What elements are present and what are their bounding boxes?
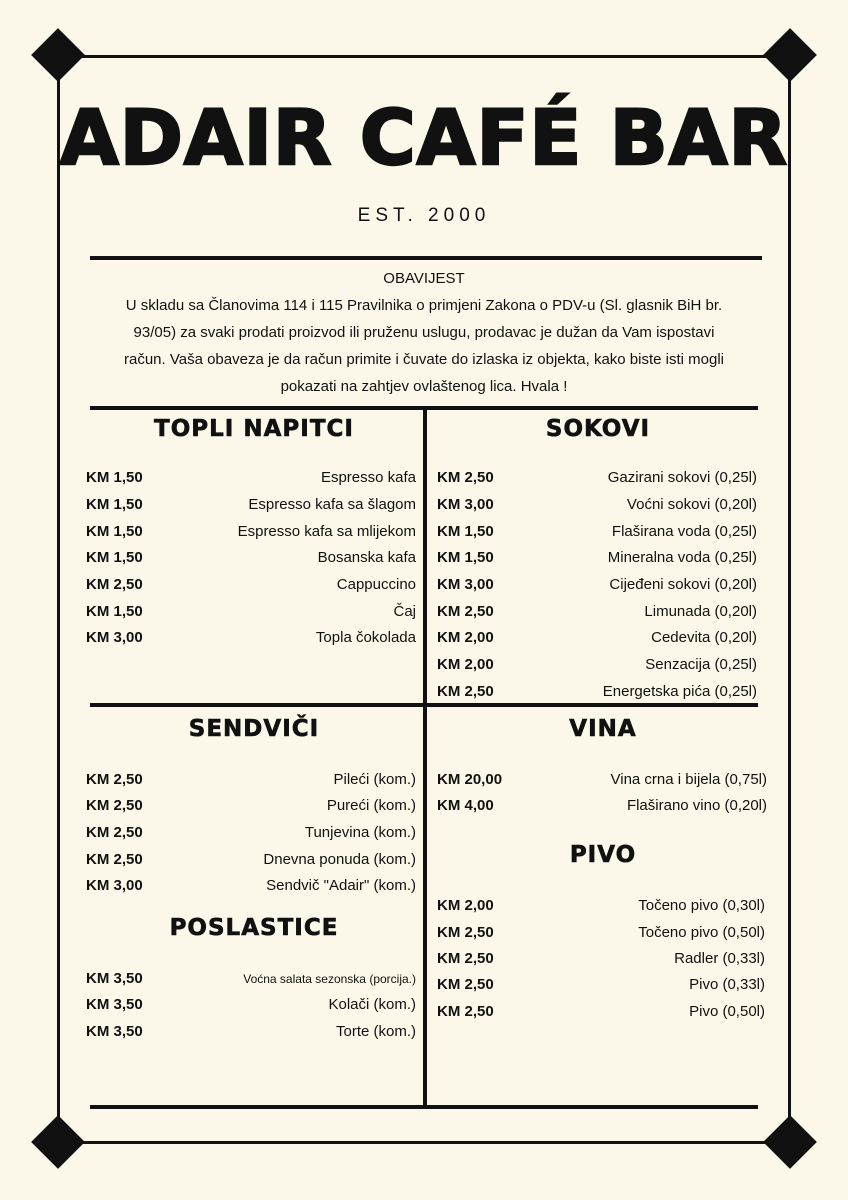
item-price: KM 2,50: [86, 851, 143, 868]
item-name: Vina crna i bijela (0,75l): [610, 771, 767, 788]
menu-item-topli-napitci: [86, 545, 416, 571]
item-price: KM 2,50: [86, 576, 143, 593]
item-price: KM 3,50: [86, 996, 143, 1013]
item-price: KM 20,00: [437, 771, 503, 788]
menu-item-vina: [437, 793, 767, 819]
menu-item-sendvici: [86, 873, 416, 899]
item-name: Pureći (kom.): [326, 797, 416, 814]
item-price: KM 3,00: [86, 877, 143, 894]
item-price: KM 2,00: [437, 629, 494, 646]
menu-item-sokovi: [437, 625, 757, 651]
item-name: Espresso kafa sa šlagom: [248, 496, 416, 513]
notice-heading: OBAVIJEST: [383, 270, 465, 287]
establishment-year: EST. 2000: [357, 205, 491, 226]
menu-item-poslastice: [86, 966, 416, 992]
menu-item-sokovi: [437, 519, 757, 545]
item-price: KM 1,50: [86, 523, 143, 540]
menu-item-topli-napitci: [86, 572, 416, 598]
item-name: Cappuccino: [336, 576, 416, 593]
section-title-vina: VINA: [569, 716, 637, 742]
menu-item-sendvici: [86, 847, 416, 873]
item-price: KM 3,00: [437, 576, 494, 593]
item-price: KM 3,00: [86, 629, 143, 646]
menu-item-sokovi: [437, 599, 757, 625]
item-name: Tunjevina (kom.): [304, 824, 416, 841]
item-name: Dnevna ponuda (kom.): [263, 851, 416, 868]
section-title-sendvici: SENDVIČI: [188, 716, 320, 742]
item-name: Voćni sokovi (0,20l): [626, 496, 757, 513]
item-price: KM 2,50: [437, 603, 494, 620]
menu-item-sokovi: [437, 679, 757, 705]
item-name: Pileći (kom.): [333, 771, 416, 788]
item-price: KM 2,50: [437, 1003, 494, 1020]
notice-line: pokazati na zahtjev ovlaštenog lica. Hvala !: [280, 378, 568, 395]
divider-header: [90, 256, 762, 260]
item-name: Voćna salata sezonska (porcija.): [243, 972, 416, 986]
item-name: Espresso kafa: [320, 469, 416, 486]
menu-item-pivo: [437, 893, 765, 919]
menu-item-topli-napitci: [86, 519, 416, 545]
menu-item-sokovi: [437, 652, 757, 678]
section-title-pivo: PIVO: [569, 842, 637, 868]
menu-item-sokovi: [437, 465, 757, 491]
menu-item-poslastice: [86, 992, 416, 1018]
notice-text: [92, 292, 756, 400]
menu-item-vina: [437, 767, 767, 793]
menu-item-sendvici: [86, 767, 416, 793]
item-name: Cijeđeni sokovi (0,20l): [609, 576, 757, 593]
item-price: KM 2,50: [437, 924, 494, 941]
frame-bottom: [57, 1141, 791, 1144]
item-name: Kolači (kom.): [328, 996, 416, 1013]
menu-item-topli-napitci: [86, 625, 416, 651]
item-price: KM 1,50: [86, 549, 143, 566]
item-name: Radler (0,33l): [674, 950, 765, 967]
item-name: Cedevita (0,20l): [651, 629, 757, 646]
item-price: KM 4,00: [437, 797, 494, 814]
item-name: Espresso kafa sa mlijekom: [237, 523, 416, 540]
item-name: Limunada (0,20l): [644, 603, 757, 620]
item-name: Mineralna voda (0,25l): [607, 549, 757, 566]
menu-item-topli-napitci: [86, 465, 416, 491]
item-name: Energetska pića (0,25l): [602, 683, 757, 700]
item-price: KM 2,50: [437, 683, 494, 700]
item-name: Topla čokolada: [315, 629, 416, 646]
menu-item-topli-napitci: [86, 599, 416, 625]
section-title-poslastice: POSLASTICE: [169, 915, 339, 941]
item-price: KM 2,50: [86, 771, 143, 788]
menu-item-sendvici: [86, 793, 416, 819]
menu-item-pivo: [437, 946, 765, 972]
item-price: KM 2,00: [437, 656, 494, 673]
divider-menu-vertical: [423, 406, 427, 1109]
item-name: Senzacija (0,25l): [645, 656, 757, 673]
menu-item-pivo: [437, 972, 765, 998]
menu-item-pivo: [437, 920, 765, 946]
item-price: KM 1,50: [86, 469, 143, 486]
section-title-topli-napitci: TOPLI NAPITCI: [154, 416, 354, 442]
item-price: KM 2,50: [437, 976, 494, 993]
item-price: KM 2,50: [437, 469, 494, 486]
corner-diamond-bottom-left: [31, 1115, 85, 1169]
notice-line: 93/05) za svaki prodati proizvod ili pruženu uslugu, prodavac je dužan da Vam ispostavi: [133, 324, 715, 341]
item-name: Flaširana voda (0,25l): [611, 523, 757, 540]
menu-item-sokovi: [437, 545, 757, 571]
item-price: KM 2,50: [86, 797, 143, 814]
notice-line: U skladu sa Članovima 114 i 115 Pravilnika o primjeni Zakona o PDV-u (Sl. glasnik BiH br.: [125, 297, 723, 314]
item-name: Točeno pivo (0,30l): [638, 897, 765, 914]
item-name: Flaširano vino (0,20l): [626, 797, 767, 814]
corner-diamond-top-left: [31, 28, 85, 82]
item-name: Sendvič "Adair" (kom.): [266, 877, 416, 894]
corner-diamond-bottom-right: [763, 1115, 817, 1169]
item-price: KM 1,50: [437, 549, 494, 566]
item-name: Bosanska kafa: [317, 549, 416, 566]
menu-item-poslastice: [86, 1019, 416, 1045]
item-price: KM 1,50: [86, 496, 143, 513]
item-price: KM 3,50: [86, 970, 143, 987]
item-name: Čaj: [393, 603, 416, 620]
item-name: Torte (kom.): [335, 1023, 416, 1040]
menu-item-pivo: [437, 999, 765, 1025]
notice-line: račun. Vaša obaveza je da račun primite i čuvate do izlaska iz objekta, kako biste isti mogli: [123, 351, 725, 368]
section-title-sokovi: SOKOVI: [545, 416, 651, 442]
item-name: Pivo (0,50l): [689, 1003, 765, 1020]
frame-top: [57, 55, 791, 58]
item-name: Gazirani sokovi (0,25l): [607, 469, 757, 486]
item-price: KM 2,00: [437, 897, 494, 914]
item-price: KM 3,50: [86, 1023, 143, 1040]
menu-item-sokovi: [437, 492, 757, 518]
menu-item-topli-napitci: [86, 492, 416, 518]
item-price: KM 2,50: [86, 824, 143, 841]
corner-diamond-top-right: [763, 28, 817, 82]
page-title: ADAIR CAFÉ BAR: [59, 93, 789, 182]
item-price: KM 1,50: [86, 603, 143, 620]
item-price: KM 3,00: [437, 496, 494, 513]
item-name: Pivo (0,33l): [689, 976, 765, 993]
menu-item-sendvici: [86, 820, 416, 846]
item-price: KM 2,50: [437, 950, 494, 967]
item-name: Točeno pivo (0,50l): [638, 924, 765, 941]
menu-item-sokovi: [437, 572, 757, 598]
item-price: KM 1,50: [437, 523, 494, 540]
